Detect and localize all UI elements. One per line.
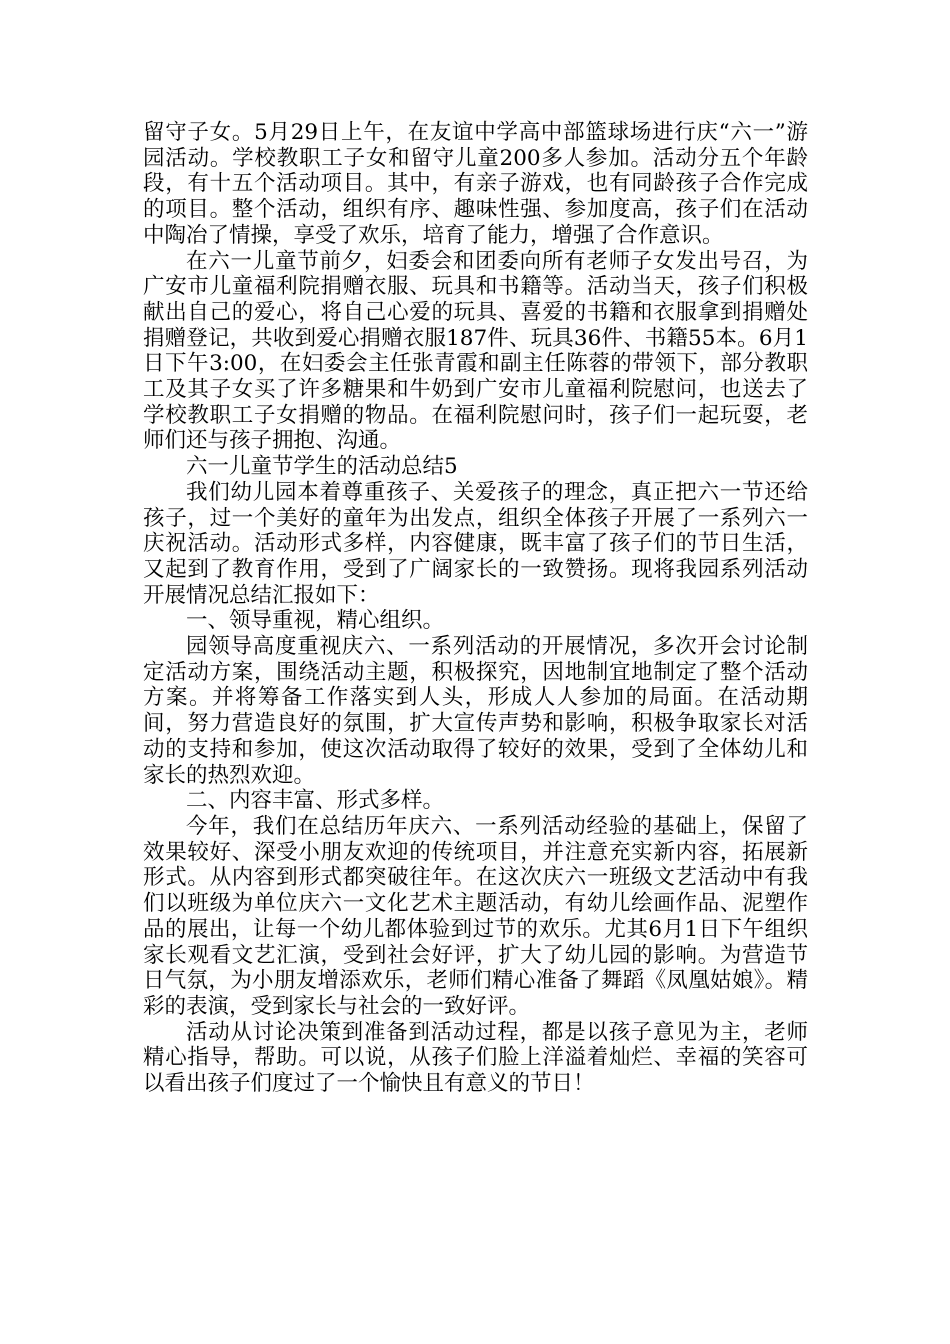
subheading-content: 二、内容丰富、形式多样。	[186, 788, 445, 814]
paragraph-continued: 留守子女。5月29日上午，在友谊中学高中部篮球场进行庆“六一”游园活动。学校教职工子女和留守儿童200多人参加。活动分五个年龄段，有十五个活动项目。其中，有亲子游戏，也有同龄孩子合作完成的项目。整个活动，组织有序、趣味性强、参加度高，孩子们在活动中陶冶了情操，享受了欢乐，培育了能力，增强了合作意识。	[143, 120, 808, 248]
paragraph-conclusion: 活动从讨论决策到准备到活动过程，都是以孩子意见为主，老师精心指导，帮助。可以说，从孩子们脸上洋溢着灿烂、幸福的笑容可以看出孩子们度过了一个愉快且有意义的节日！	[143, 1019, 808, 1097]
paragraph-intro: 我们幼儿园本着尊重孩子、关爱孩子的理念，真正把六一节还给孩子，过一个美好的童年为出发点，组织全体孩子开展了一系列六一庆祝活动。活动形式多样，内容健康，既丰富了孩子们的节日生活，又起到了教育作用，受到了广阔家长的一致赞扬。现将我园系列活动开展情况总结汇报如下：	[143, 479, 808, 608]
paragraph-leadership: 园领导高度重视庆六、一系列活动的开展情况，多次开会讨论制定活动方案，围绕活动主题，积极探究，因地制宜地制定了整个活动方案。并将筹备工作落实到人头，形成人人参加的局面。在活动期间，努力营造良好的氛围，扩大宣传声势和影响，积极争取家长对活动的支持和参加，使这次活动取得了较好的效果，受到了全体幼儿和家长的热烈欢迎。	[143, 634, 808, 788]
paragraph-donation: 在六一儿童节前夕，妇委会和团委向所有老师子女发出号召，为广安市儿童福利院捐赠衣服、玩具和书籍等。活动当天，孩子们积极献出自己的爱心，将自己心爱的玩具、喜爱的书籍和衣服拿到捐赠处捐赠登记，共收到爱心捐赠衣服187件、玩具36件、书籍55本。6月1日下午3:00，在妇委会主任张青霞和副主任陈蓉的带领下，部分教职工及其子女买了许多糖果和牛奶到广安市儿童福利院慰问，也送去了学校教职工子女捐赠的物品。在福利院慰问时，孩子们一起玩耍，老师们还与孩子拥抱、沟通。	[143, 248, 808, 454]
subheading-leadership: 一、领导重视，精心组织。	[186, 608, 445, 634]
section-heading: 六一儿童节学生的活动总结5	[186, 454, 458, 480]
paragraph-content: 今年，我们在总结历年庆六、一系列活动经验的基础上，保留了效果较好、深受小朋友欢迎的传统项目，并注意充实新内容，拓展新形式。从内容到形式都突破往年。在这次庆六一班级文艺活动中有我们以班级为单位庆六一文化艺术主题活动，有幼儿绘画作品、泥塑作品的展出，让每一个幼儿都体验到过节的欢乐。尤其6月1日下午组织家长观看文艺汇演，受到社会好评，扩大了幼儿园的影响。为营造节日气氛，为小朋友增添欢乐，老师们精心准备了舞蹈《凤凰姑娘》。精彩的表演，受到家长与社会的一致好评。	[143, 813, 808, 1019]
document-body	[143, 120, 808, 1097]
